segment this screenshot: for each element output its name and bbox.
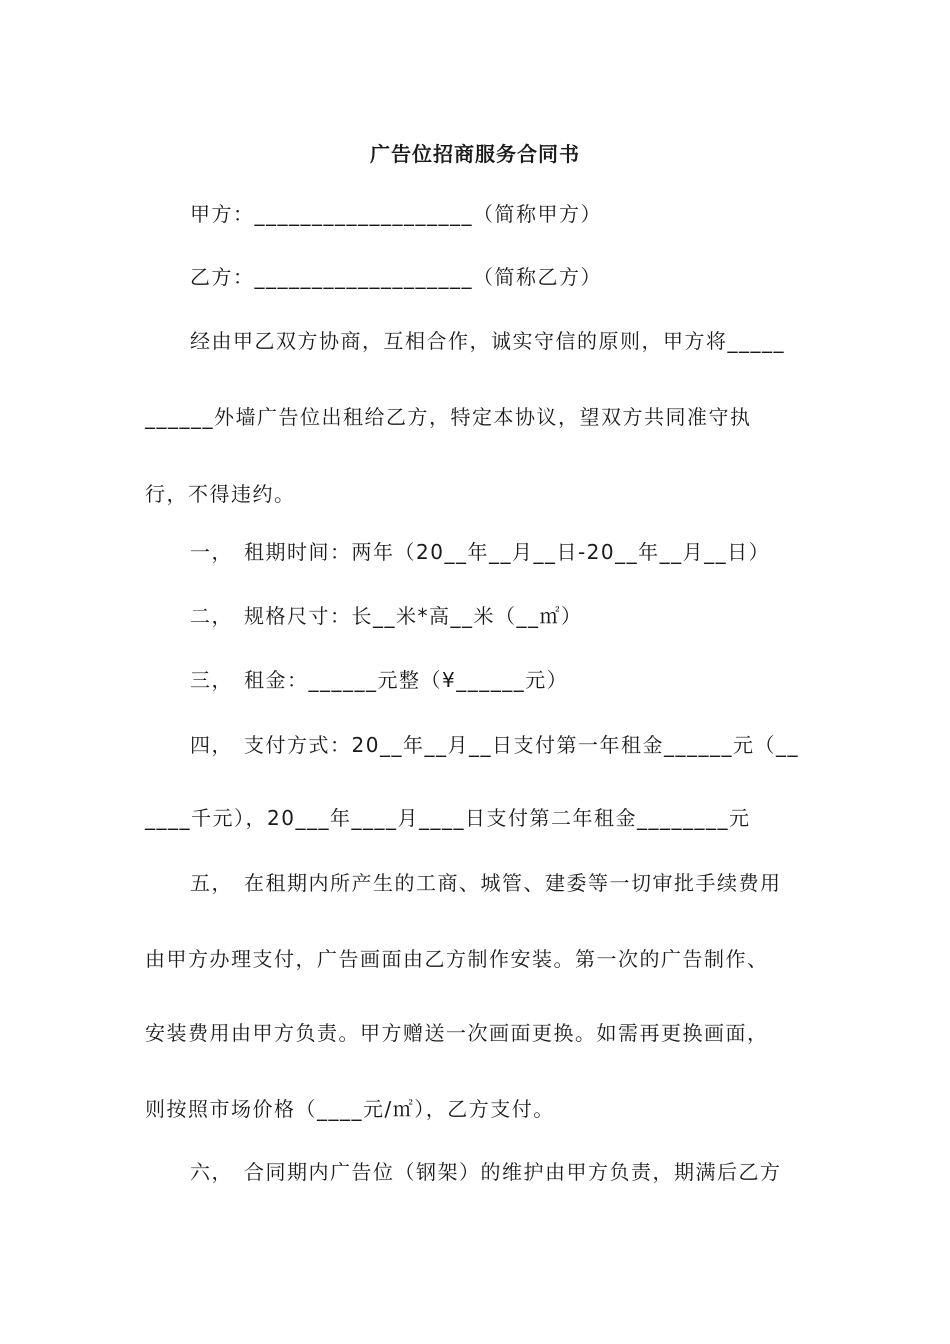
clause-6	[190, 1158, 782, 1186]
intro-line-2: ______外墙广告位出租给乙方，特定本协议，望双方共同准守执	[145, 405, 752, 429]
clause-text: 租期时间：两年（20__年__月__日-20__年__月__日）	[244, 540, 771, 564]
clause-4	[190, 731, 799, 759]
clause-text: 租金：______元整（¥______元）	[244, 668, 569, 692]
party-a-line: 甲方：___________________（简称甲方）	[190, 202, 602, 226]
intro-line-3: 行，不得违约。	[145, 482, 296, 506]
clause-number: 四，	[190, 733, 233, 757]
clause-5	[190, 869, 782, 897]
clause-1	[190, 538, 770, 566]
clause-5-line-2: 由甲方办理支付，广告画面由乙方制作安装。第一次的广告制作、	[145, 947, 769, 971]
clause-number: 二，	[190, 604, 233, 628]
clause-2	[190, 602, 583, 630]
clause-4-line-2: ____千元），20___年____月____日支付第二年租金________元	[145, 806, 751, 830]
party-b-line: 乙方：___________________（简称乙方）	[190, 265, 602, 289]
clause-number: 一，	[190, 540, 233, 564]
clause-number: 六，	[190, 1160, 233, 1184]
clause-text: 支付方式：20__年__月__日支付第一年租金______元（__	[244, 733, 799, 757]
clause-text: 在租期内所产生的工商、城管、建委等一切审批手续费用	[244, 871, 782, 895]
clause-number: 三，	[190, 668, 233, 692]
clause-5-line-4: 则按照市场价格（____元/㎡），乙方支付。	[145, 1097, 555, 1121]
clause-5-line-3: 安装费用由甲方负责。甲方赠送一次画面更换。如需再更换画面，	[145, 1021, 769, 1045]
clause-text: 规格尺寸：长__米*高__米（__㎡）	[244, 604, 583, 628]
clause-3	[190, 666, 568, 694]
document-title: 广告位招商服务合同书	[370, 142, 580, 166]
clause-number: 五，	[190, 871, 233, 895]
intro-line-1: 经由甲乙双方协商，互相合作，诚实守信的原则，甲方将_____	[190, 329, 785, 353]
clause-text: 合同期内广告位（钢架）的维护由甲方负责，期满后乙方	[244, 1160, 782, 1184]
